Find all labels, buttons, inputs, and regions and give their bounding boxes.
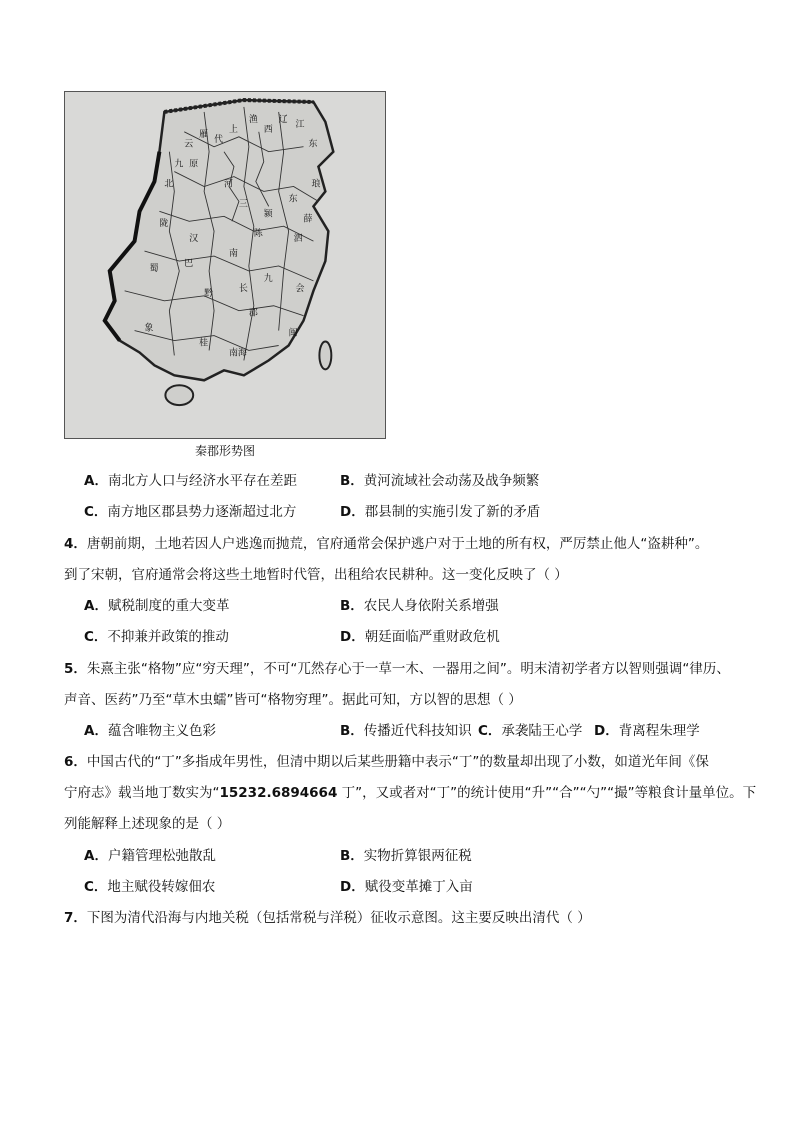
map-label: 辽 xyxy=(278,114,288,125)
q4-stem-line1: 4．唐朝前期，土地若因人户逃逸而抛荒，官府通常会保护逃户对于土地的所有权，严厉禁止他人“盗耕种”。 xyxy=(64,536,709,552)
map-label: 陇 xyxy=(159,219,169,230)
map-label: 薛 xyxy=(303,214,313,225)
q4-option-d[interactable]: D．朝廷面临严重财政危机 xyxy=(340,629,500,645)
q6-option-d[interactable]: D．赋役变革摊丁入亩 xyxy=(340,879,473,895)
q7-number: 7． xyxy=(64,910,87,926)
map-label: 云 xyxy=(184,139,194,150)
q4-number: 4． xyxy=(64,536,87,552)
taiwan-island xyxy=(319,342,331,370)
map-label: 江 xyxy=(295,119,305,130)
map-label: 桂 xyxy=(199,338,209,349)
q3-option-c[interactable]: C．南方地区郡县势力逐渐超过北方 xyxy=(84,504,297,520)
map-label: 上 xyxy=(228,124,238,135)
map-label: 九 xyxy=(263,273,273,284)
q5-stem-line1: 5．朱熹主张“格物”应“穷天理”，不可“兀然存心于一草一木、一器用之间”。明末清初学者方以智则强调“律历、 xyxy=(64,661,730,677)
map-label: 河 xyxy=(224,179,233,190)
hainan-island xyxy=(165,385,193,405)
map-label: 东 xyxy=(308,139,318,150)
map-drawing xyxy=(65,92,385,438)
q6-stem-line2: 宁府志》载当地丁数实为“15232.6894664 丁”，又或者对“丁”的统计使用“升”“合”“勺”“撮”等粮食计量单位。下 xyxy=(64,785,757,801)
q3-option-b[interactable]: B．黄河流域社会动荡及战争频繁 xyxy=(340,473,540,489)
q6-ding-number: 15232.6894664 xyxy=(219,785,338,801)
q6-stem-line1: 6．中国古代的“丁”多指成年男性，但清中期以后某些册籍中表示“丁”的数量却出现了小数，如道光年间《保 xyxy=(64,754,709,770)
map-label: 象 xyxy=(144,323,154,334)
q6-option-a[interactable]: A．户籍管理松弛散乱 xyxy=(84,848,216,864)
map-label: 东 xyxy=(288,194,298,205)
map-label: 黔 xyxy=(204,288,214,299)
map-label: 九 xyxy=(174,159,184,170)
q4-stem-line2: 到了宋朝，官府通常会将这些土地暂时代管，出租给农民耕种。这一变化反映了（ ） xyxy=(64,567,568,583)
map-label: 会 xyxy=(295,283,305,294)
q3-option-d[interactable]: D．郡县制的实施引发了新的矛盾 xyxy=(340,504,541,520)
q4-option-a[interactable]: A．赋税制度的重大变革 xyxy=(84,598,230,614)
q5-option-d[interactable]: D．背离程朱理学 xyxy=(594,723,700,739)
map-label: 长 xyxy=(238,283,248,294)
q6-option-c[interactable]: C．地主赋役转嫁佃农 xyxy=(84,879,216,895)
map-label: 三 xyxy=(238,199,248,210)
q4-option-c[interactable]: C．不抑兼并政策的推动 xyxy=(84,629,229,645)
map-label: 闽 xyxy=(288,328,298,339)
map-label: 颍 xyxy=(263,209,273,220)
q5-number: 5． xyxy=(64,661,87,677)
q6-number: 6． xyxy=(64,754,87,770)
q5-option-a[interactable]: A．蕴含唯物主义色彩 xyxy=(84,723,216,739)
map-label: 泗 xyxy=(293,234,303,245)
map-caption: 秦郡形势图 xyxy=(194,444,255,458)
map-label: 代 xyxy=(214,134,224,145)
q5-option-b[interactable]: B．传播近代科技知识 xyxy=(340,723,472,739)
q5-stem-line2: 声音、医药”乃至“草木虫蠕”皆可“格物穷理”。据此可知，方以智的思想（ ） xyxy=(64,692,522,708)
q5-option-c[interactable]: C．承袭陆王心学 xyxy=(478,723,583,739)
map-label: 雁 xyxy=(199,129,209,140)
q4-option-b[interactable]: B．农民人身依附关系增强 xyxy=(340,598,499,614)
map-label: 蜀 xyxy=(149,263,159,274)
qin-commandery-map xyxy=(64,91,386,439)
q3-option-a[interactable]: A．南北方人口与经济水平存在差距 xyxy=(84,473,297,489)
map-label: 琅 xyxy=(311,179,321,190)
map-label: 汉 xyxy=(189,234,199,245)
map-label: 渔 xyxy=(248,114,258,125)
map-label: 西 xyxy=(263,124,273,135)
map-label: 陈 xyxy=(253,229,263,240)
q7-stem: 7．下图为清代沿海与内地关税（包括常税与洋税）征收示意图。这主要反映出清代（ ） xyxy=(64,910,591,926)
map-label: 原 xyxy=(189,159,199,170)
map-label: 南海 xyxy=(228,348,247,359)
map-label: 北 xyxy=(164,179,174,190)
map-label: 郡 xyxy=(248,308,258,319)
q6-option-b[interactable]: B．实物折算银两征税 xyxy=(340,848,472,864)
map-label: 南 xyxy=(228,249,238,260)
q6-stem-line3: 列能解释上述现象的是（ ） xyxy=(64,816,231,832)
map-label: 巴 xyxy=(184,258,194,269)
